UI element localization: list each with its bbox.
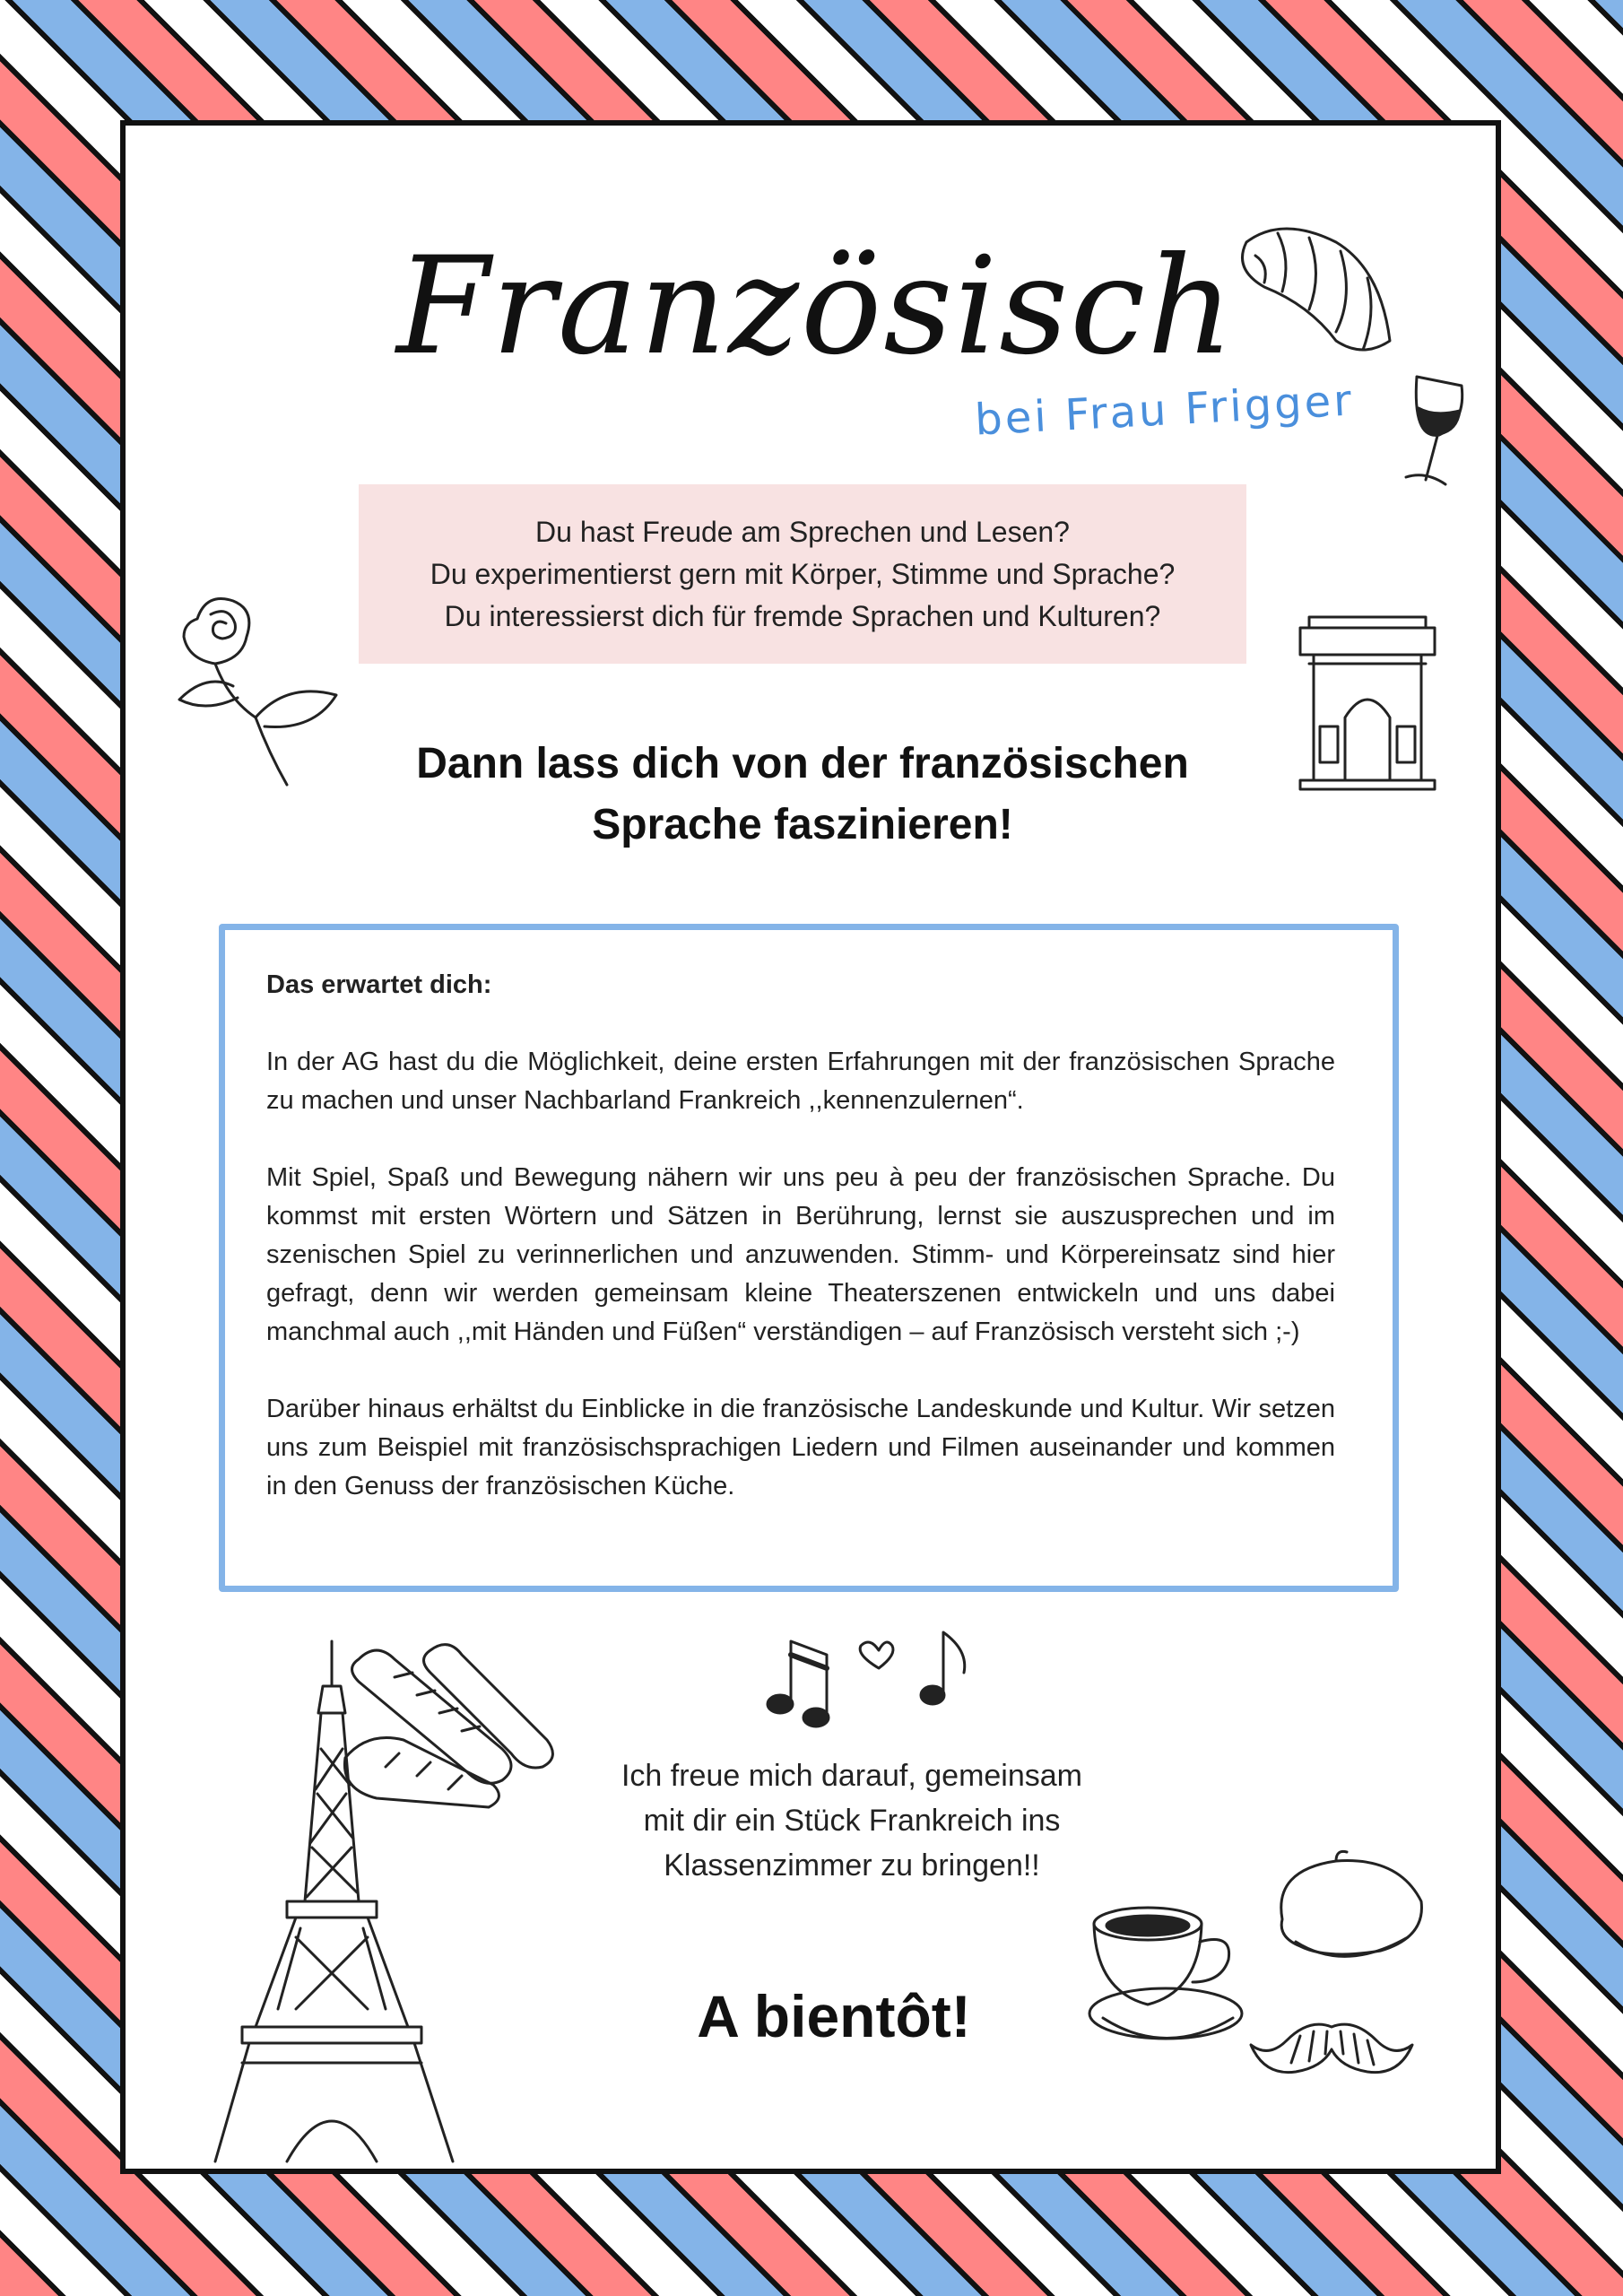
closing-line: mit dir ein Stück Frankreich ins — [643, 1804, 1061, 1838]
closing-line: Ich freue mich darauf, gemeinsam — [621, 1759, 1083, 1793]
teacher-subtitle: bei Frau Frigger — [973, 375, 1356, 446]
music-notes-icon — [762, 1614, 1013, 1731]
croissant-icon — [1228, 206, 1408, 386]
beret-icon — [1264, 1848, 1435, 1982]
closing-text — [610, 1753, 1094, 1888]
closing-line: Klassenzimmer zu bringen!! — [664, 1848, 1040, 1883]
headline — [359, 734, 1246, 856]
info-paragraph: In der AG hast du die Möglichkeit, deine ersten Erfahrungen mit der französischen Sprache zu machen und unser Nachbarland Frankreich ,,kennenzulernen“. — [266, 1048, 1335, 1115]
signoff: A bientôt! — [697, 1983, 971, 2049]
info-paragraph: Darüber hinaus erhältst du Einblicke in die französische Landeskunde und Kultur. Wir setzen uns zum Beispiel mit französischsprachigen Liedern und Filmen auseinander und kommen in den Genuss der französischen Küche. — [266, 1395, 1335, 1500]
info-box — [219, 924, 1399, 1592]
flyer-sheet — [120, 120, 1501, 2174]
intro-question: Du interessierst dich für fremde Sprachen und Kulturen? — [444, 600, 1161, 632]
page-title: Französisch — [396, 229, 1236, 385]
info-heading: Das erwartet dich: — [266, 970, 492, 999]
wine-glass-icon — [1381, 368, 1480, 502]
mustache-icon — [1246, 2009, 1417, 2090]
intro-question: Du hast Freude am Sprechen und Lesen? — [535, 516, 1070, 548]
baguettes-icon — [341, 1641, 565, 1812]
coffee-cup-icon — [1085, 1901, 1255, 2054]
info-paragraph: Mit Spiel, Spaß und Bewegung nähern wir uns peu à peu der französischen Sprache. Du kommst mit ersten Wörtern und Sätzen in Berührung, lernst sie auszusprechen und im szenischen Spiel zu verinnerlichen und anzuwenden. Stimm- und Körpereinsatz sind hier gefragt, denn wir werden gemeinsam kleine Theaterszenen entwickeln und uns dabei manchmal auch ,,mit Händen und Füßen“ verständigen – auf Französisch versteht sich ;-) — [266, 1163, 1335, 1346]
headline-line: Sprache faszinieren! — [592, 801, 1013, 848]
rose-icon — [152, 583, 359, 807]
intro-question: Du experimentierst gern mit Körper, Stimme und Sprache? — [430, 558, 1176, 590]
headline-line: Dann lass dich von der französischen — [416, 740, 1189, 787]
intro-box — [359, 484, 1246, 664]
arc-de-triomphe-icon — [1282, 610, 1453, 798]
